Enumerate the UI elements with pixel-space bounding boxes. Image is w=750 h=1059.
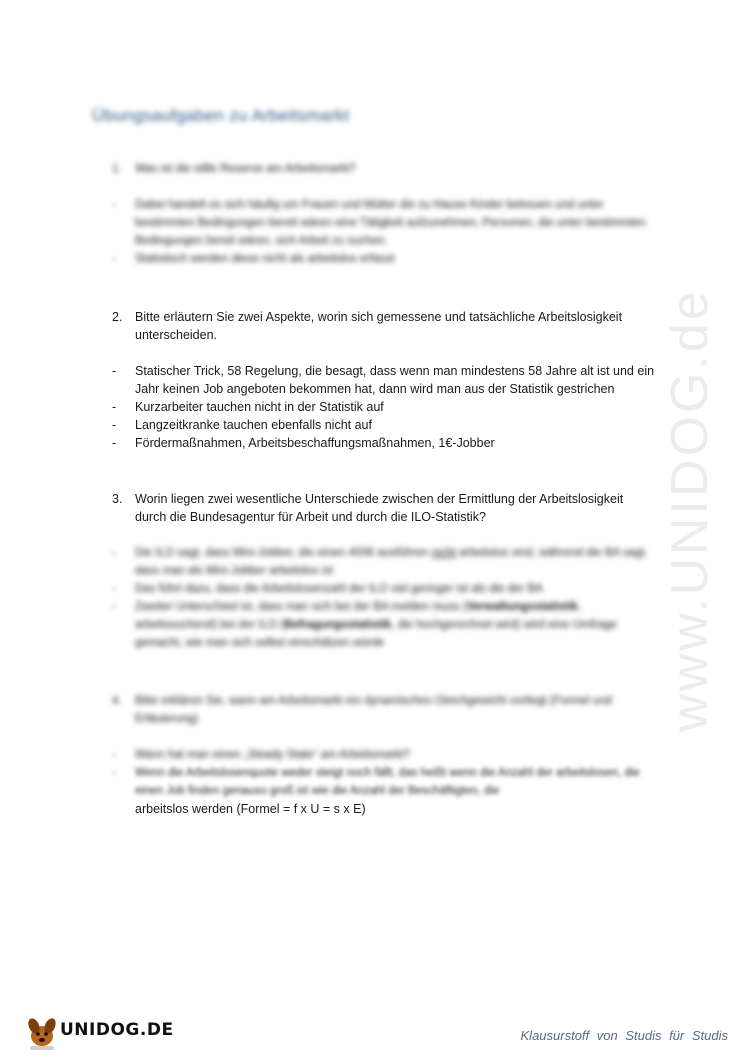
list-item: - Das führt dazu, dass die Arbeitslosenzahl der ILO viel geringer ist als die der BA: [112, 583, 543, 595]
question-4: [112, 692, 652, 728]
list-item: - Zweiter Unterschied ist, dass man sich bei der BA melden muss (Verwaltungsstatistik, arbeitssuchend) bei der ILO (Befragungsstatistik, die hochgerechnet wird) wird eine Umfrage gemacht, wie man sich selbst einschätzen würde: [112, 601, 617, 649]
list-item: - Die ILO sagt, dass Mini-Jobber, die einen 400€ ausführen nicht arbeitslos sind, während die BA sagt, dass man als Mini-Jobber arbeitslos ist: [112, 547, 648, 577]
list-item: - Kurzarbeiter tauchen nicht in der Statistik auf: [112, 400, 384, 414]
list-item: - Statistisch werden diese nicht als arbeitslos erfasst: [112, 253, 395, 265]
page-title: Übungsaufgaben zu Arbeitsmarkt: [92, 106, 350, 125]
question-3: [112, 490, 652, 526]
answer-list-1: [112, 196, 657, 268]
question-number: 2.: [112, 310, 123, 324]
watermark: [660, 270, 720, 750]
answer-list-2: [112, 362, 657, 452]
answer-list-3: [112, 544, 657, 652]
question-text: Worin liegen zwei wesentliche Unterschiede zwischen der Ermittlung der Arbeitslosigkeit durch die Bundesagentur für Arbeit und durch die ILO-Statistik?: [135, 492, 624, 524]
logo-text: UNIDOG.DE: [60, 1020, 174, 1040]
question-number: 3.: [112, 492, 123, 506]
question-text: Bitte erklären Sie, wann am Arbeitsmarkt ein dynamisches Gleichgewicht vorliegt (Formel und Erläuterung): [135, 695, 612, 725]
question-number: 1.: [112, 163, 122, 175]
list-item: - Statischer Trick, 58 Regelung, die besagt, dass wenn man mindestens 58 Jahre alt ist und ein Jahr keinen Job angeboten bekommen hat, dann wird man aus der Statistik gestrichen: [112, 364, 655, 396]
question-text: Bitte erläutern Sie zwei Aspekte, worin sich gemessene und tatsächliche Arbeitslosigkeit unterscheiden.: [135, 310, 623, 342]
footer-tagline: Klausurstoff von Studis für Studis: [520, 1028, 728, 1043]
list-item: - Fördermaßnahmen, Arbeitsbeschaffungsmaßnahmen, 1€-Jobber: [112, 436, 495, 450]
list-item: - Wenn die Arbeitslosenquote weder steigt noch fällt, das heißt wenn die Anzahl der arbeitslosen, die einen Job finden genauso groß ist wie die Anzahl der Beschäftigten, die arbeitslos werden (Formel = f x U = s x E): [112, 767, 640, 816]
list-item: - Dabei handelt es sich häufig um Frauen und Mütter die zu Hause Kinder betreuen und unter bestimmten Bedingungen bereit wären eine Tätigkeit aufzunehmen, Personen, die unter bestimmten Bedingungen bereit wären, sich Arbeit zu suchen.: [112, 199, 646, 247]
question-2: [112, 308, 652, 344]
question-1: [112, 160, 652, 178]
question-number: 4.: [112, 695, 122, 707]
watermark-text: www.UNIDOG.de: [661, 288, 719, 732]
unidog-logo: [22, 1012, 174, 1052]
list-item: - Langzeitkranke tauchen ebenfalls nicht auf: [112, 418, 372, 432]
list-item: - Wann hat man einen „Steady State“ am Arbeitsmarkt?: [112, 749, 411, 761]
answer-list-4: [112, 746, 657, 818]
dog-icon: [22, 1012, 62, 1052]
question-text: Was ist die stille Reserve am Arbeitsmarkt?: [135, 163, 356, 175]
